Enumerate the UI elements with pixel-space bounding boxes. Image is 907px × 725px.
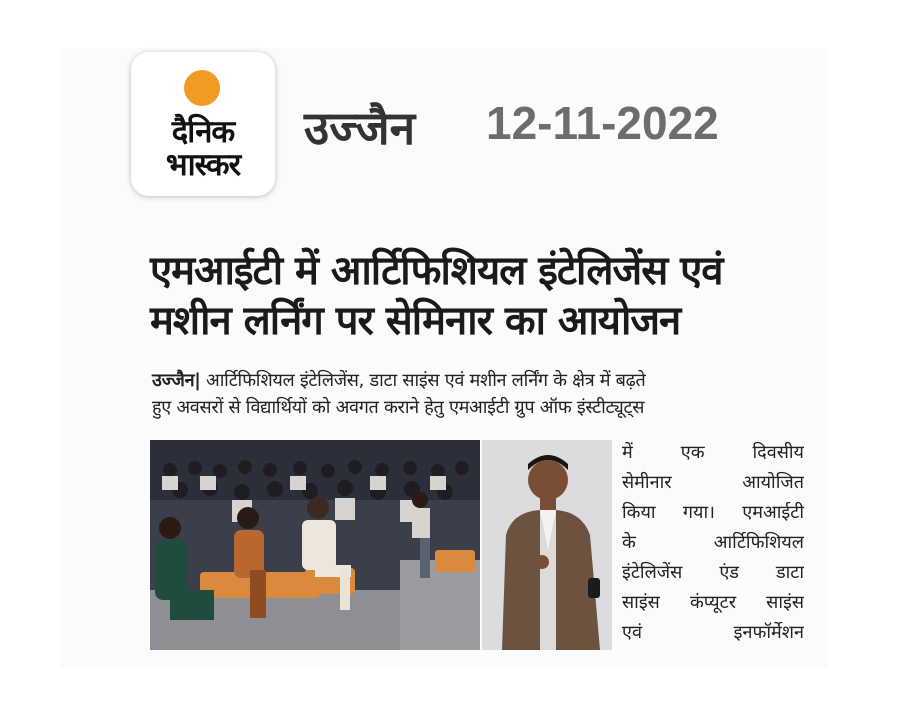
- speaker-photo: [482, 440, 612, 650]
- sun-icon: [184, 70, 220, 106]
- article-headline: [150, 246, 810, 346]
- lead-text-1: आर्टिफिशियल इंटेलिजेंस, डाटा साइंस एवं मशीन लर्निंग के क्षेत्र में बढ़ते: [206, 370, 646, 391]
- speaker-photo-illustration: [482, 440, 612, 650]
- logo-text-line1: दैनिक: [171, 114, 235, 150]
- column-line: में एक दिवसीय: [622, 442, 804, 463]
- headline-line-1: एमआईटी में आर्टिफिशियल इंटेलिजेंस एवं: [150, 248, 723, 294]
- audience-photo-illustration: [150, 440, 480, 650]
- article-lead: [152, 367, 812, 421]
- column-line: सेमीनार आयोजित: [622, 472, 804, 493]
- dateline: उज्जैन|: [152, 370, 201, 391]
- column-line: इंटेलिजेंस एंड डाटा: [622, 562, 804, 583]
- edition-city: उज्जैन: [304, 101, 416, 155]
- dainik-bhaskar-logo: [131, 52, 275, 196]
- lead-line-1: [152, 367, 812, 394]
- lead-line-2: हुए अवसरों से विद्यार्थियों को अवगत कराने हेतु एमआईटी ग्रुप ऑफ इंस्टीट्यूट्स: [152, 397, 645, 418]
- logo-text-line2: भास्कर: [165, 147, 241, 183]
- article-column-text: [622, 438, 804, 648]
- column-line: साइंस कंप्यूटर साइंस: [622, 592, 804, 613]
- column-line: किया गया। एमआईटी: [622, 502, 804, 523]
- column-line: एवं इनफॉर्मेशन: [622, 622, 804, 643]
- seminar-audience-photo: [150, 440, 480, 650]
- edition-date: 12-11-2022: [486, 97, 719, 149]
- headline-line-2: मशीन लर्निंग पर सेमिनार का आयोजन: [150, 298, 681, 344]
- column-line: के आर्टिफिशियल: [622, 532, 804, 553]
